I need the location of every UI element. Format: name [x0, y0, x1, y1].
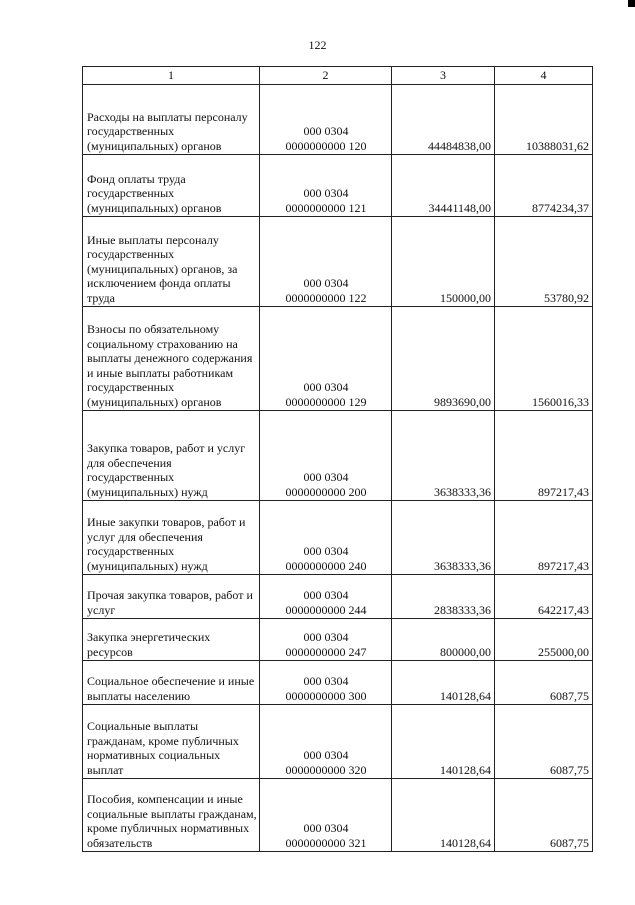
expense-name-cell — [83, 217, 260, 307]
amount-col4-cell: 10388031,62 — [495, 85, 593, 155]
amount-col3-cell: 3638333,36 — [392, 411, 495, 501]
budget-code-line1: 000 0304 — [303, 124, 349, 138]
amount-col3-cell: 2838333,36 — [392, 575, 495, 619]
amount-col3-cell: 140128,64 — [392, 661, 495, 705]
amount-col3-cell: 150000,00 — [392, 217, 495, 307]
budget-code-cell — [260, 705, 392, 779]
expense-name-cell — [83, 705, 260, 779]
budget-code-line1: 000 0304 — [303, 276, 349, 290]
expense-name: Фонд оплаты труда государственных (муниципальных) органов — [87, 171, 222, 215]
amount-col3-cell: 140128,64 — [392, 705, 495, 779]
table-row — [83, 217, 593, 307]
table-row — [83, 661, 593, 705]
budget-code-line1: 000 0304 — [303, 674, 349, 688]
amount-col3-cell: 800000,00 — [392, 619, 495, 661]
expense-name-cell — [83, 575, 260, 619]
budget-code-line2: 0000000000 122 — [285, 290, 367, 305]
budget-code-cell — [260, 411, 392, 501]
expense-name: Закупка товаров, работ и услуг для обеспечения государственных (муниципальных) нужд — [87, 441, 246, 499]
amount-col4-cell: 1560016,33 — [495, 307, 593, 411]
table-row — [83, 85, 593, 155]
budget-code-line2: 0000000000 247 — [285, 644, 367, 659]
amount-col4-cell: 8774234,37 — [495, 155, 593, 217]
budget-code-line1: 000 0304 — [303, 470, 349, 484]
budget-code-line1: 000 0304 — [303, 748, 349, 762]
budget-code-line2: 0000000000 321 — [285, 835, 367, 850]
expense-name-cell — [83, 155, 260, 217]
expense-name: Социальные выплаты гражданам, кроме публичных нормативных социальных выплат — [87, 719, 239, 777]
page-number: 122 — [308, 38, 327, 52]
amount-col4-cell: 642217,43 — [495, 575, 593, 619]
budget-code-cell — [260, 501, 392, 575]
budget-code-line2: 0000000000 320 — [285, 762, 367, 777]
expense-name-cell — [83, 779, 260, 852]
column-header-3: 3 — [392, 67, 495, 85]
amount-col3-cell: 9893690,00 — [392, 307, 495, 411]
budget-code-line1: 000 0304 — [303, 380, 349, 394]
expense-name: Закупка энергетических ресурсов — [87, 630, 211, 659]
amount-col3-cell: 44484838,00 — [392, 85, 495, 155]
budget-code-cell — [260, 575, 392, 619]
budget-code-line1: 000 0304 — [303, 186, 349, 200]
budget-code-cell — [260, 155, 392, 217]
budget-code-cell — [260, 217, 392, 307]
column-header-2: 2 — [260, 67, 392, 85]
budget-code-line2: 0000000000 129 — [285, 394, 367, 409]
table-row — [83, 575, 593, 619]
budget-code-line2: 0000000000 120 — [285, 138, 367, 153]
budget-code-line2: 0000000000 300 — [285, 688, 367, 703]
table-row — [83, 411, 593, 501]
amount-col4-cell: 6087,75 — [495, 661, 593, 705]
table-row — [83, 705, 593, 779]
amount-col4-cell: 897217,43 — [495, 411, 593, 501]
budget-code-line2: 0000000000 200 — [285, 484, 367, 499]
amount-col3-cell: 34441148,00 — [392, 155, 495, 217]
budget-code-cell — [260, 619, 392, 661]
expense-name-cell — [83, 619, 260, 661]
table-row — [83, 501, 593, 575]
amount-col4-cell: 897217,43 — [495, 501, 593, 575]
column-header-1: 1 — [83, 67, 260, 85]
amount-col4-cell: 53780,92 — [495, 217, 593, 307]
budget-code-cell — [260, 85, 392, 155]
budget-code-line1: 000 0304 — [303, 630, 349, 644]
table-row — [83, 619, 593, 661]
budget-code-line1: 000 0304 — [303, 588, 349, 602]
table-row — [83, 779, 593, 852]
budget-code-line1: 000 0304 — [303, 544, 349, 558]
expense-name: Пособия, компенсации и иные социальные выплаты гражданам, кроме публичных нормативных обязательств — [87, 792, 257, 850]
table-header-row — [83, 67, 593, 85]
expense-name-cell — [83, 501, 260, 575]
expense-name: Иные выплаты персоналу государственных (муниципальных) органов, за исключением фонда оплаты труда — [87, 232, 238, 305]
budget-code-line2: 0000000000 121 — [285, 200, 367, 215]
budget-code-cell — [260, 661, 392, 705]
budget-table — [82, 66, 593, 852]
amount-col4-cell: 6087,75 — [495, 779, 593, 852]
budget-code-line2: 0000000000 240 — [285, 558, 367, 573]
budget-code-cell — [260, 779, 392, 852]
column-header-4: 4 — [495, 67, 593, 85]
amount-col3-cell: 140128,64 — [392, 779, 495, 852]
expense-name: Расходы на выплаты персоналу государственных (муниципальных) органов — [87, 109, 248, 153]
expense-name-cell — [83, 661, 260, 705]
expense-name-cell — [83, 85, 260, 155]
budget-code-line2: 0000000000 244 — [285, 602, 367, 617]
expense-name: Взносы по обязательному социальному страхованию на выплаты денежного содержания и иные выплаты работникам государственных (муниципальных) органов — [87, 322, 253, 409]
table-body — [83, 85, 593, 852]
table-row — [83, 307, 593, 411]
expense-name-cell — [83, 411, 260, 501]
scan-corner-mark — [628, 0, 635, 7]
amount-col4-cell: 6087,75 — [495, 705, 593, 779]
budget-code-line1: 000 0304 — [303, 821, 349, 835]
amount-col3-cell: 3638333,36 — [392, 501, 495, 575]
expense-name-cell — [83, 307, 260, 411]
expense-name: Прочая закупка товаров, работ и услуг — [87, 588, 253, 617]
budget-code-cell — [260, 307, 392, 411]
expense-name: Иные закупки товаров, работ и услуг для обеспечения государственных (муниципальных) нужд — [87, 515, 246, 573]
expense-name: Социальное обеспечение и иные выплаты населению — [87, 674, 255, 703]
amount-col4-cell: 255000,00 — [495, 619, 593, 661]
table-row — [83, 155, 593, 217]
